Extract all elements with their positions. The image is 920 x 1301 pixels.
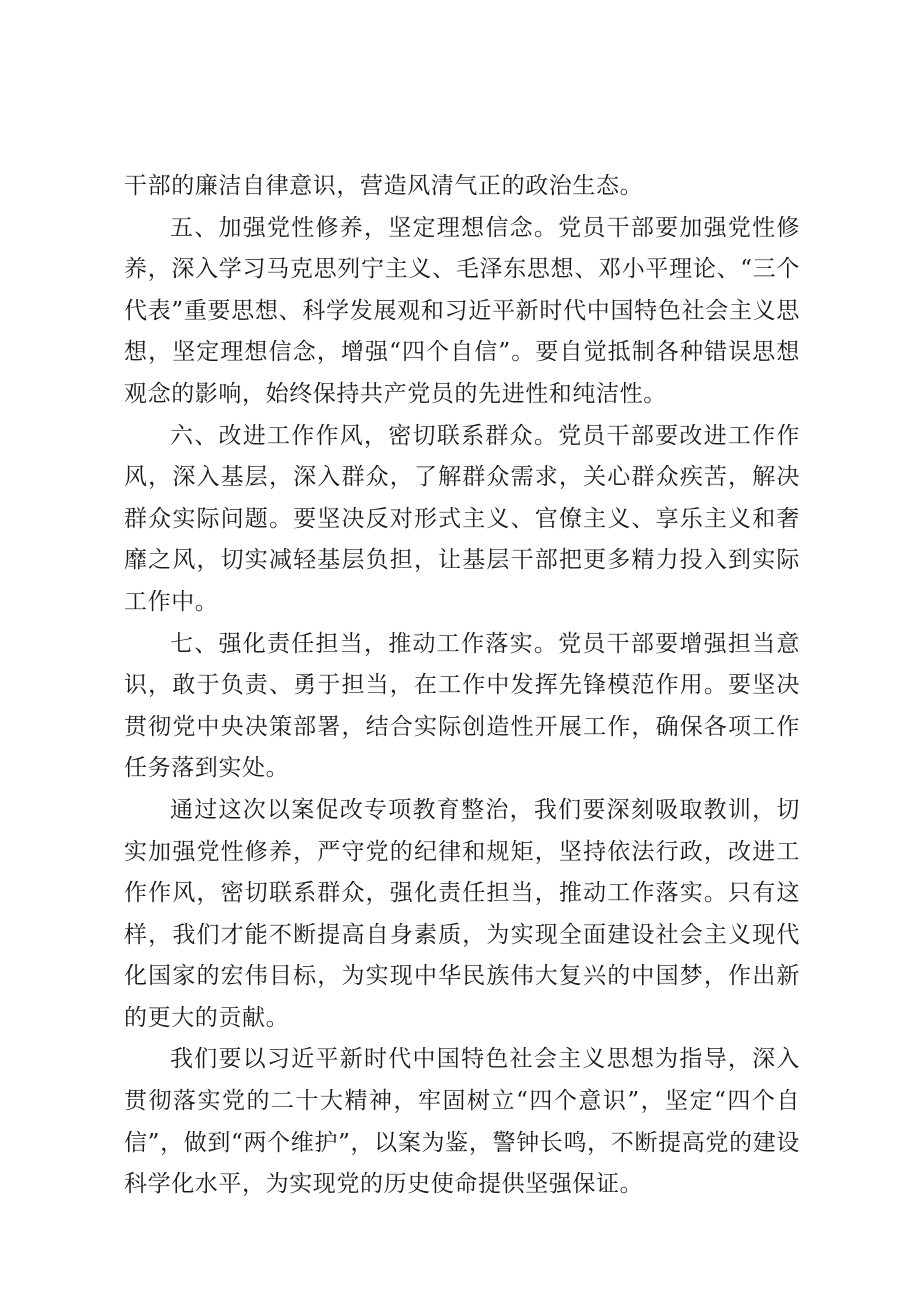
document-body: [124, 166, 800, 1206]
paragraph-section-five: 五、加强党性修养，坚定理想信念。党员干部要加强党性修养，深入学习马克思列宁主义、毛泽东思想、邓小平理论、“三个代表”重要思想、科学发展观和习近平新时代中国特色社会主义思想，坚定理想信念，增强“四个自信”。要自觉抵制各种错误思想观念的影响，始终保持共产党员的先进性和纯洁性。: [124, 214, 800, 407]
paragraph-section-six: 六、改进工作作风，密切联系群众。党员干部要改进工作作风，深入基层，深入群众，了解群众需求，关心群众疾苦，解决群众实际问题。要坚决反对形式主义、官僚主义、享乐主义和奢靡之风，切实减轻基层负担，让基层干部把更多精力投入到实际工作中。: [124, 422, 800, 615]
paragraph-section-seven: 七、强化责任担当，推动工作落实。党员干部要增强担当意识，敢于负责、勇于担当，在工作中发挥先锋模范作用。要坚决贯彻党中央决策部署，结合实际创造性开展工作，确保各项工作任务落到实处。: [124, 630, 800, 782]
paragraph-continuation: 干部的廉洁自律意识，营造风清气正的政治生态。: [124, 173, 644, 199]
paragraph-summary: 通过这次以案促改专项教育整治，我们要深刻吸取教训，切实加强党性修养，严守党的纪律和规矩，坚持依法行政，改进工作作风，密切联系群众，强化责任担当，推动工作落实。只有这样，我们才能不断提高自身素质，为实现全面建设社会主义现代化国家的宏伟目标，为实现中华民族伟大复兴的中国梦，作出新的更大的贡献。: [124, 796, 800, 1031]
paragraph-conclusion: 我们要以习近平新时代中国特色社会主义思想为指导，深入贯彻落实党的二十大精神，牢固树立“四个意识”，坚定“四个自信”，做到“两个维护”，以案为鉴，警钟长鸣，不断提高党的建设科学化水平，为实现党的历史使命提供坚强保证。: [124, 1046, 800, 1198]
